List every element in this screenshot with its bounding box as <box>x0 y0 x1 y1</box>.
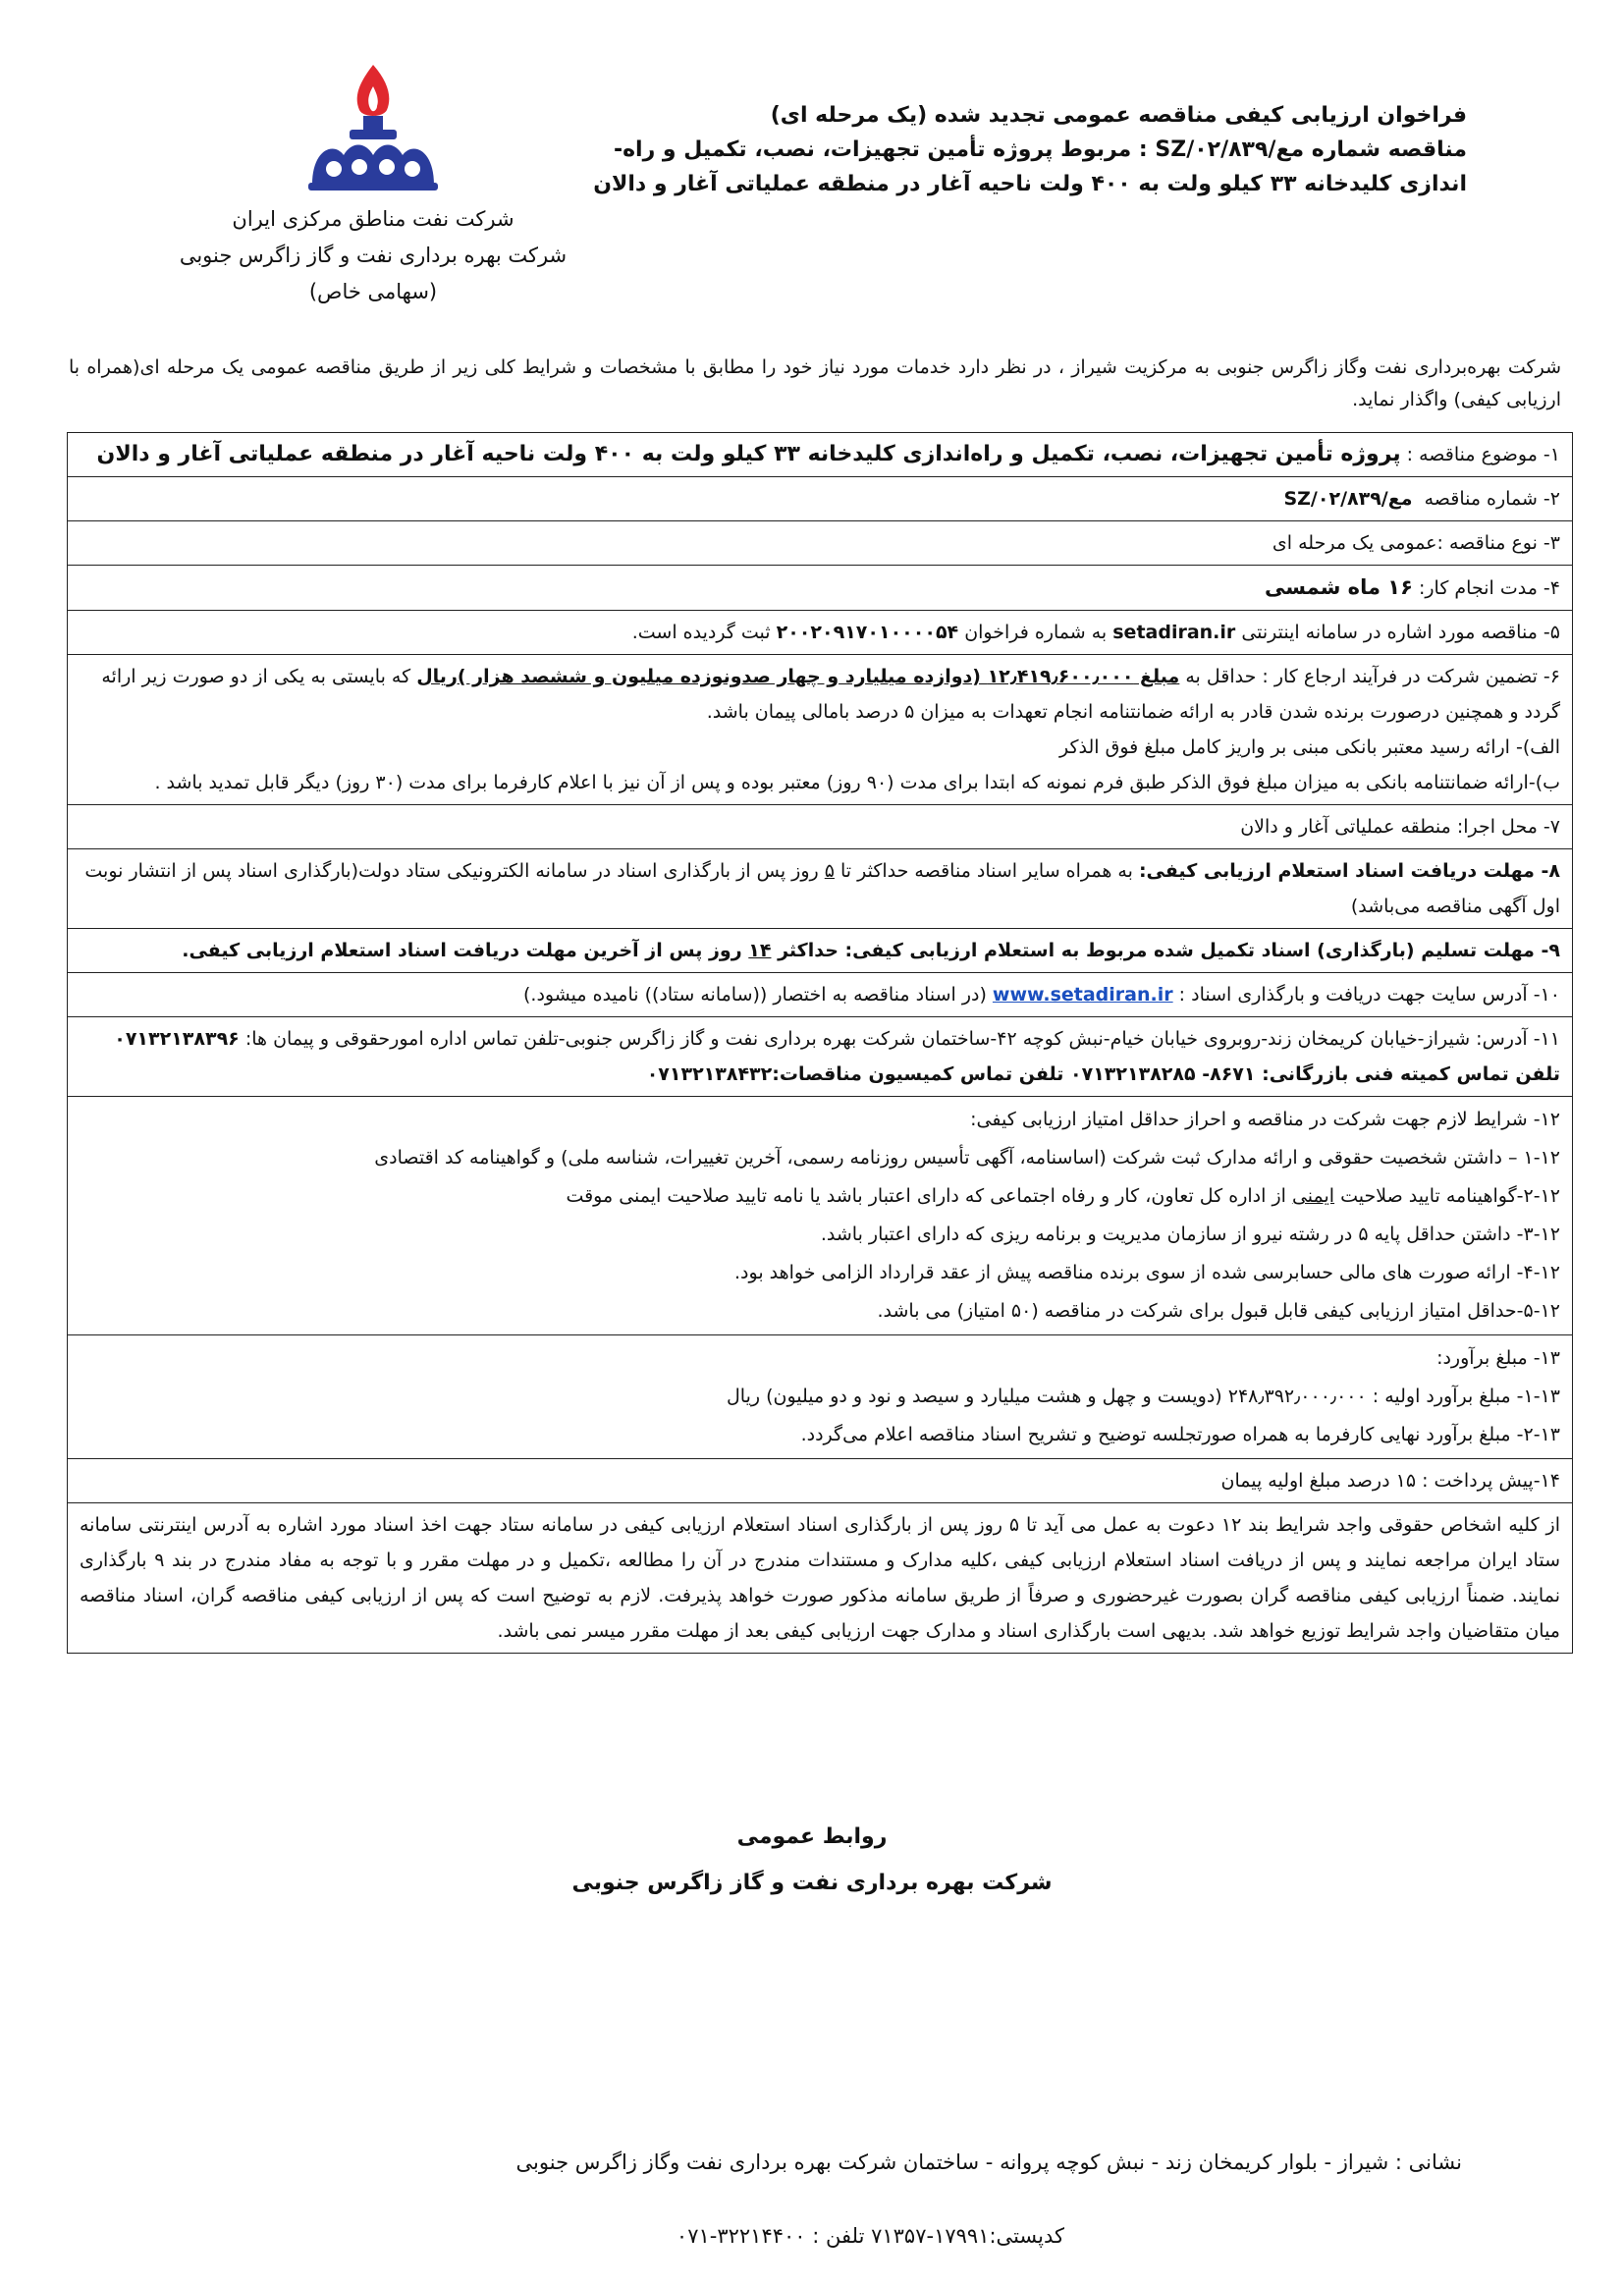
table-row <box>68 1097 1573 1335</box>
address-text: ۱۱- آدرس: شیراز-خیابان کریمخان زند-روبروی خیابان خیام-نبش کوچه ۴۲-ساختمان شرکت بهره برداری نفت و گاز زاگرس جنوبی-تلفن تماس اداره امورحقوقی و پیمان ها: <box>239 1028 1560 1050</box>
guarantee-text-b: که بایستی به یکی از دو صورت زیر ارائه گردد و همچنین درصورت برنده شدن قادر به ارائه ضمانتنامه انجام تعهدات به میزان ۵ درصد بامالی پیمان باشد. <box>101 666 1560 723</box>
table-row <box>68 1017 1573 1097</box>
footer-address: نشانی : شیراز - بلوار کریمخان زند - نبش کوچه پروانه - ساختمان شرکت بهره برداری نفت وگاز زاگرس جنوبی <box>515 2150 1462 2174</box>
heading-line-2: مناقصه شماره مع/SZ/۰۲/۸۳۹ : مربوط پروژه تأمین تجهیزات، نصب، تکمیل و راه- <box>613 137 1467 162</box>
table-row <box>68 477 1573 521</box>
requirement-3: ۳-۱۲- داشتن حداقل پایه ۵ در رشته نیرو از سازمان مدیریت و برنامه ریزی که دارای اعتبار باشد. <box>820 1224 1560 1245</box>
subject-value: پروژه تأمین تجهیزات، نصب، تکمیل و راه‌اندازی کلیدخانه ۳۳ کیلو ولت به ۴۰۰ ولت ناحیه آغار در منطقه عملیاتی آغار و دالان <box>96 442 1401 466</box>
duration-value: ۱۶ ماه شمسی <box>1265 575 1413 599</box>
subject-label: ۱- موضوع مناقصه : <box>1400 444 1560 465</box>
table-row <box>68 655 1573 805</box>
doc-receipt-label: ۸- مهلت دریافت اسناد استعلام ارزیابی کیفی: <box>1138 860 1560 882</box>
table-row <box>68 849 1573 929</box>
guarantee-text-a: ۶- تضمین شرکت در فرآیند ارجاع کار : حداقل به <box>1179 666 1560 687</box>
duration-label: ۴- مدت انجام کار: <box>1412 577 1560 599</box>
requirement-2: ۲-۱۲-گواهینامه تایید صلاحیت ایمنی از اداره کل تعاون، کار و رفاه اجتماعی که دارای اعتبار باشد یا نامه تایید صلاحیت ایمنی موقت <box>566 1185 1560 1207</box>
heading-line-3: اندازی کلیدخانه ۳۳ کیلو ولت به ۴۰۰ ولت ناحیه آغار در منطقه عملیاتی آغار و دالان <box>593 172 1467 196</box>
contact-phones: ۰۷۱۳۲۱۳۸۳۹۶ تلفن تماس کمیته فنی بازرگانی: ۸۶۷۱- ۰۷۱۳۲۱۳۸۲۸۵ تلفن تماس کمیسیون مناقصات:۰۷۱۳۲۱۳۸۴۳۲ <box>114 1028 1560 1085</box>
nioc-flame-logo-icon <box>295 59 452 206</box>
call-number: ۲۰۰۲۰۹۱۷۰۱۰۰۰۰۵۴ <box>776 622 959 643</box>
requirement-1: ۱-۱۲ – داشتن شخصیت حقوقی و ارائه مدارک ثبت شرکت (اساسنامه، آگهی تأسیس روزنامه رسمی، آخرین تغییرات، شناسه ملی) و گواهینامه کد اقتصادی <box>374 1147 1560 1169</box>
registration-text-a: ۵- مناقصه مورد اشاره در سامانه اینترنتی <box>1235 622 1560 643</box>
registration-site: setadiran.ir <box>1112 622 1236 643</box>
company-name-1: شرکت نفت مناطق مرکزی ایران <box>232 207 514 231</box>
table-row <box>68 611 1573 655</box>
submission-text-b: روز پس از آخرین مهلت دریافت اسناد استعلام ارزیابی کیفی. <box>182 940 749 961</box>
tender-number-label: ۲- شماره مناقصه <box>1418 488 1560 510</box>
company-type: (سهامی خاص) <box>308 280 438 303</box>
requirements-title: ۱۲- شرایط لازم جهت شرکت در مناقصه و احراز حداقل امتیاز ارزیابی کیفی: <box>970 1109 1560 1130</box>
company-block <box>147 201 599 310</box>
prepayment: ۱۴-پیش پرداخت : ۱۵ درصد مبلغ اولیه پیمان <box>1220 1470 1560 1492</box>
tender-number-value: مع/SZ/۰۲/۸۳۹ <box>1283 488 1413 510</box>
tender-table <box>67 432 1573 1654</box>
requirement-5: ۵-۱۲-حداقل امتیاز ارزیابی کیفی قابل قبول برای شرکت در مناقصه (۵۰ امتیاز) می باشد. <box>877 1300 1560 1322</box>
website-label: ۱۰- آدرس سایت جهت دریافت و بارگذاری اسناد : <box>1172 984 1560 1006</box>
estimate-final: ۲-۱۳- مبلغ برآورد نهایی کارفرما به همراه صورتجلسه توضیح و تشریح اسناد مناقصه اعلام می‌گردد. <box>800 1424 1560 1445</box>
table-row <box>68 433 1573 477</box>
signature-company: شرکت بهره برداری نفت و گاز زاگرس جنوبی <box>571 1871 1053 1895</box>
table-row <box>68 1459 1573 1503</box>
table-row <box>68 973 1573 1017</box>
submission-days: ۱۴ <box>748 940 772 961</box>
doc-receipt-text-b: به همراه سایر اسناد مناقصه حداکثر تا <box>834 860 1139 882</box>
guarantee-option-b: ب)-ارائه ضمانتنامه بانکی به میزان مبلغ فوق الذکر طبق فرم نمونه که ابتدا برای مدت (۹۰ روز) معتبر بوده و پس از آن نیز با اعلام کارفرما برای مدت (۳۰ روز) دیگر قابل تمدید باشد . <box>154 772 1560 793</box>
guarantee-option-a: الف)- ارائه رسید معتبر بانکی مبنی بر واریز کامل مبلغ فوق الذکر <box>1058 736 1560 758</box>
registration-text-b: به شماره فراخوان <box>958 622 1113 643</box>
company-name-2: شرکت بهره برداری نفت و گاز زاگرس جنوبی <box>179 244 568 267</box>
doc-receipt-days: ۵ <box>824 860 835 882</box>
table-row <box>68 1335 1573 1459</box>
setadiran-link[interactable]: www.setadiran.ir <box>992 984 1173 1006</box>
guarantee-amount: مبلغ ۱۲٫۴۱۹٫۶۰۰٫۰۰۰ (دوازده میلیارد و چهار صدونوزده میلیون و ششصد هزار )ریال <box>416 666 1180 687</box>
company-logo <box>295 59 452 206</box>
footer-postal: کدپستی:۱۷۹۹۱-۷۱۳۵۷ تلفن : ۳۲۲۱۴۴۰۰-۰۷۱ <box>676 2224 1064 2248</box>
doc-receipt-text-c: روز پس از بارگذاری اسناد در سامانه الکترونیکی ستاد دولت(بارگذاری اسناد پس از انتشار نوبت اول آگهی مناقصه می‌باشد) <box>84 860 1560 917</box>
signature-dept: روابط عمومی <box>736 1824 888 1849</box>
submission-text-a: ۹- مهلت تسلیم (بارگذاری) اسناد تکمیل شده مربوط به استعلام ارزیابی کیفی: حداکثر <box>771 940 1560 961</box>
table-row <box>68 566 1573 611</box>
table-row <box>68 521 1573 566</box>
closing-paragraph: از کلیه اشخاص حقوقی واجد شرایط بند ۱۲ دعوت به عمل می آید تا ۵ روز پس از بارگذاری اسناد استعلام ارزیابی کیفی در سامانه ستاد جهت اخذ اسناد مورد اشاره به آدرس اینترنتی سامانه ستاد ایران مراجعه نمایند و پس از دریافت اسناد استعلام ارزیابی کیفی ،کلیه مدارک و مستندات مندرج در آن را مطالعه ،تکمیل و در مهلت مقرر و با توجه به مفاد مندرج در بند ۹ بارگذاری نمایند. ضمناً ارزیابی کیفی مناقصه گران بصورت غیرحضوری و صرفاً از طریق سامانه مذکور صورت خواهد پذیرفت. لازم به توضیح است که پس از ارزیابی کیفی مناقصه گران، اسناد مناقصه میان متقاضیان واجد شرایط توزیع خواهد شد. بدیهی است بارگذاری اسناد و مدارک جهت ارزیابی کیفی بعد از مهلت مقرر میسر نمی باشد. <box>80 1514 1561 1642</box>
registration-text-c: ثبت گردیده است. <box>631 622 777 643</box>
estimate-initial: ۱-۱۳- مبلغ برآورد اولیه : ۲۴۸٫۳۹۲٫۰۰۰٫۰۰۰ (دویست و چهل و هشت میلیارد و سیصد و نود و دو میلیون) ریال <box>727 1386 1560 1407</box>
table-row <box>68 805 1573 849</box>
table-row <box>68 1503 1573 1654</box>
tender-type: ۳- نوع مناقصه :عمومی یک مرحله ای <box>1272 532 1560 554</box>
location: ۷- محل اجرا: منطقه عملیاتی آغار و دالان <box>1240 816 1560 838</box>
tender-heading <box>583 98 1467 201</box>
table-row <box>68 929 1573 973</box>
website-note: (در اسناد مناقصه به اختصار ((سامانه ستاد)) نامیده میشود.) <box>523 984 993 1006</box>
estimate-title: ۱۳- مبلغ برآورد: <box>1436 1347 1560 1369</box>
requirement-4: ۴-۱۲- ارائه صورت های مالی حسابرسی شده از سوی برنده مناقصه پیش از عقد قرارداد الزامی خواهد بود. <box>734 1262 1560 1283</box>
heading-line-1: فراخوان ارزیابی کیفی مناقصه عمومی تجدید شده (یک مرحله ای) <box>770 103 1467 128</box>
intro-paragraph: شرکت بهره‌برداری نفت وگاز زاگرس جنوبی به مرکزیت شیراز ، در نظر دارد خدمات مورد نیاز خود را مطابق با مشخصات و شرایط کلی زیر از طریق مناقصه عمومی یک مرحله ای(همراه با ارزیابی کیفی) واگذار نماید. <box>69 356 1561 410</box>
